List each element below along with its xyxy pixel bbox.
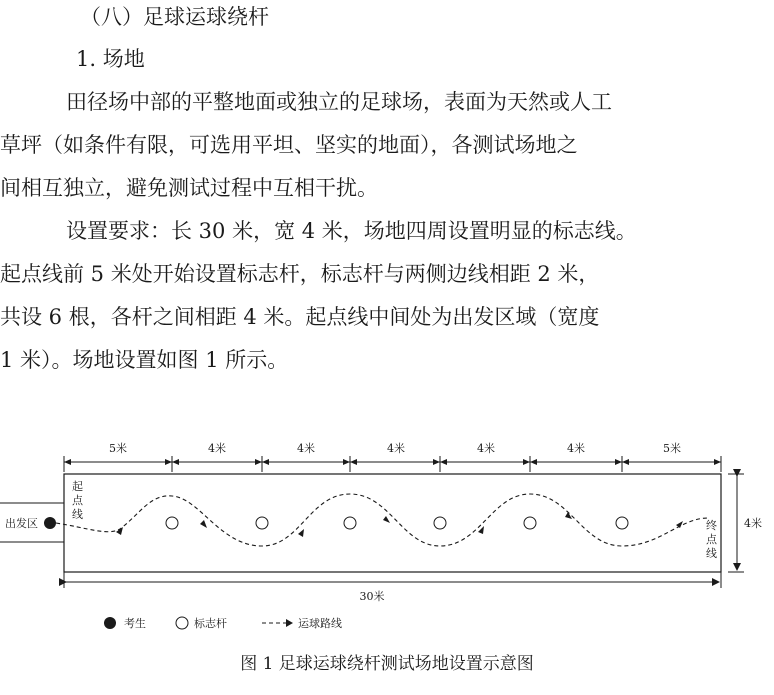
route-arrow-7 <box>676 521 683 528</box>
legend-pole-label: 标志杆 <box>194 617 227 630</box>
start-line-label-2: 点 <box>72 494 83 507</box>
segment-label-2: 4米 <box>208 442 226 455</box>
paragraph-2-line-3: 共设 6 根，各杆之间相距 4 米。起点线中间处为出发区域（宽度 <box>0 305 600 329</box>
route-arrow-4 <box>383 516 390 523</box>
legend-route-arrow-icon <box>286 619 293 627</box>
section-title: （八）足球运球绕杆 <box>80 5 269 29</box>
top-arrow-left-5 <box>440 459 447 465</box>
top-arrow-left-2 <box>172 459 179 465</box>
legend-pole-icon <box>176 617 188 629</box>
top-arrow-right-6 <box>615 459 622 465</box>
paragraph-2-line-4: 1 米）。场地设置如图 1 所示。 <box>0 348 289 372</box>
pole-5 <box>524 517 536 529</box>
route-arrow-2 <box>200 520 207 528</box>
top-arrow-right-5 <box>523 459 530 465</box>
width-label: 4米 <box>744 517 762 530</box>
paragraph-2-line-1: 设置要求：长 30 米，宽 4 米，场地四周设置明显的标志线。 <box>66 219 637 243</box>
top-arrow-left-7 <box>622 459 629 465</box>
segment-label-6: 4米 <box>567 442 585 455</box>
pole-6 <box>616 517 628 529</box>
end-line-label-1: 终 <box>706 519 717 532</box>
field-diagram <box>0 428 774 638</box>
route-arrow-6 <box>565 512 572 519</box>
start-line-label-1: 起 <box>72 480 83 493</box>
figure-caption: 图 1 足球运球绕杆测试场地设置示意图 <box>240 654 534 674</box>
pole-1 <box>166 517 178 529</box>
pole-2 <box>256 517 268 529</box>
pole-4 <box>434 517 446 529</box>
top-arrow-right-2 <box>255 459 262 465</box>
paragraph-2-line-2: 起点线前 5 米处开始设置标志杆，标志杆与两侧边线相距 2 米， <box>0 262 600 286</box>
top-arrow-right-3 <box>343 459 350 465</box>
paragraph-1-line-1: 田径场中部的平整地面或独立的足球场，表面为天然或人工 <box>66 90 612 114</box>
subsection-title: 1. 场地 <box>76 47 145 71</box>
top-arrow-right-7 <box>714 459 721 465</box>
start-area-label: 出发区 <box>5 517 38 530</box>
paragraph-1-line-3: 间相互独立，避免测试过程中互相干扰。 <box>0 176 378 200</box>
end-line-label-2: 点 <box>706 533 717 546</box>
top-arrow-right-4 <box>433 459 440 465</box>
segment-label-3: 4米 <box>297 442 315 455</box>
top-arrow-left-3 <box>262 459 269 465</box>
segment-label-4: 4米 <box>387 442 405 455</box>
top-arrow-right-1 <box>165 459 172 465</box>
length-label: 30米 <box>359 590 385 603</box>
start-line-label-3: 线 <box>72 508 83 521</box>
legend-student-icon <box>104 617 116 629</box>
student-marker <box>44 517 56 529</box>
legend-route-label: 运球路线 <box>298 617 342 630</box>
pole-3 <box>344 517 356 529</box>
route-arrow-3 <box>298 529 304 537</box>
dribble-route <box>56 494 708 546</box>
end-line-label-3: 线 <box>706 547 717 560</box>
top-arrow-left-6 <box>530 459 537 465</box>
segment-label-5: 4米 <box>477 442 495 455</box>
top-arrow-left-1 <box>64 459 71 465</box>
paragraph-1-line-2: 草坪（如条件有限，可选用平坦、坚实的地面），各测试场地之 <box>0 133 578 157</box>
segment-label-1: 5米 <box>109 442 127 455</box>
top-dimension-ticks <box>64 456 721 472</box>
legend-student-label: 考生 <box>124 617 146 630</box>
top-arrow-left-4 <box>350 459 357 465</box>
route-arrow-1 <box>116 527 123 535</box>
segment-label-7: 5米 <box>663 442 681 455</box>
